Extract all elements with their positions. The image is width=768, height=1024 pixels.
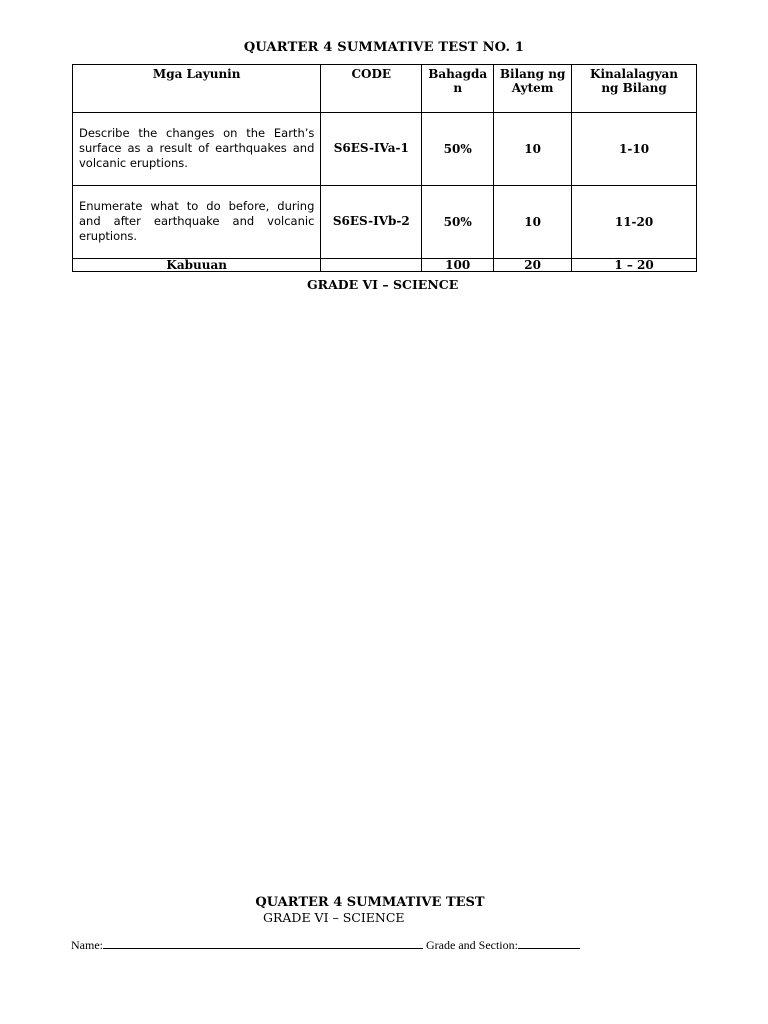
name-field[interactable] — [103, 937, 423, 949]
name-label: Name: — [71, 938, 103, 952]
total-items: 20 — [494, 259, 572, 272]
table-of-specifications — [72, 64, 697, 272]
table-row — [73, 186, 697, 259]
column-header-placement-line1: Kinalalagyan — [590, 67, 679, 81]
percent-cell: 50% — [422, 186, 494, 259]
percent-cell: 50% — [422, 113, 494, 186]
column-header-placement — [572, 65, 697, 113]
total-label: Kabuuan — [73, 259, 321, 272]
document-title: QUARTER 4 SUMMATIVE TEST NO. 1 — [243, 40, 525, 55]
placement-cell: 1-10 — [572, 113, 697, 186]
grade-subject-subtitle: GRADE VI – SCIENCE — [307, 277, 459, 292]
column-header-items-line1: Bilang ng — [499, 67, 566, 81]
items-cell: 10 — [494, 186, 572, 259]
code-cell: S6ES-IVb-2 — [321, 186, 422, 259]
column-header-percent — [422, 65, 494, 113]
column-header-code: CODE — [321, 65, 422, 113]
grade-section-field[interactable] — [518, 937, 580, 949]
total-code — [321, 259, 422, 272]
grade-section-label: Grade and Section: — [426, 938, 518, 952]
column-header-items — [494, 65, 572, 113]
objective-cell: Describe the changes on the Earth’s surface as a result of earthquakes and volcanic eruptions. — [73, 113, 321, 186]
total-placement: 1 – 20 — [572, 259, 697, 272]
code-cell: S6ES-IVa-1 — [321, 113, 422, 186]
student-info-line — [71, 937, 580, 953]
total-row — [73, 259, 697, 272]
column-header-percent-line1: Bahagda — [428, 67, 488, 81]
test-subtitle: GRADE VI – SCIENCE — [263, 910, 405, 925]
column-header-items-line2: Aytem — [511, 81, 554, 95]
table-header-row — [73, 65, 697, 113]
test-title: QUARTER 4 SUMMATIVE TEST — [255, 895, 485, 910]
items-cell: 10 — [494, 113, 572, 186]
column-header-placement-line2: ng Bilang — [601, 81, 667, 95]
placement-cell: 11-20 — [572, 186, 697, 259]
table-row — [73, 113, 697, 186]
column-header-objectives: Mga Layunin — [73, 65, 321, 113]
column-header-percent-line2: n — [453, 81, 463, 95]
total-percent: 100 — [422, 259, 494, 272]
objective-cell: Enumerate what to do before, during and after earthquake and volcanic eruptions. — [73, 186, 321, 259]
